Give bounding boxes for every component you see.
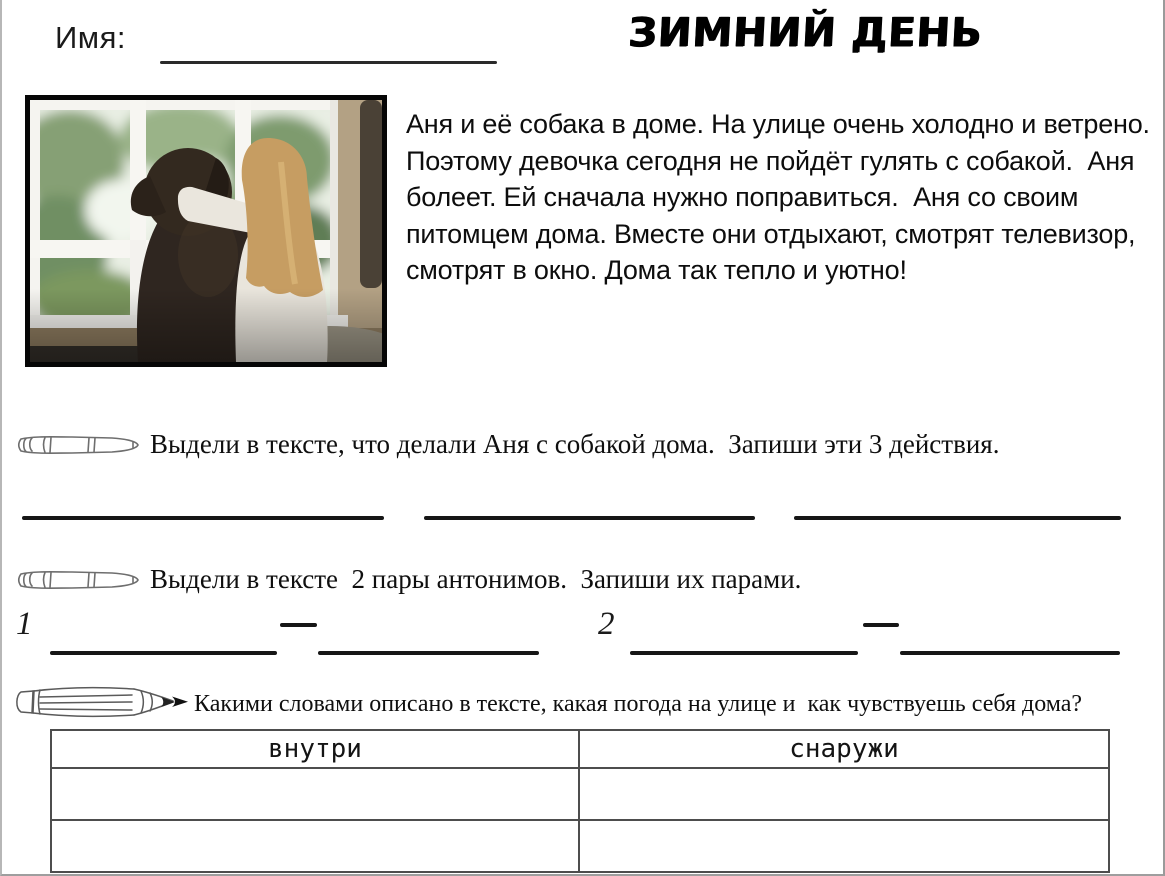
pair1-word-blank-2[interactable] xyxy=(318,651,539,655)
table-cell-outside-2[interactable] xyxy=(579,820,1109,872)
task1-prompt: Выдели в тексте, что делали Аня с собакой дома. Запиши эти 3 действия. xyxy=(150,429,1000,459)
pair1-number: 1 xyxy=(16,606,33,642)
table-row xyxy=(51,820,1109,872)
table-row xyxy=(51,768,1109,820)
task2-prompt: Выдели в тексте 2 пары антонимов. Запиши их парами. xyxy=(150,564,802,594)
pair2-number: 2 xyxy=(598,606,615,642)
pair2-word-blank-2[interactable] xyxy=(900,651,1120,655)
table-cell-inside-2[interactable] xyxy=(51,820,579,872)
table-header-row xyxy=(51,730,1109,768)
task1-answer-blank-1[interactable] xyxy=(22,516,384,520)
answers-table xyxy=(50,729,1110,873)
pair1-word-blank-1[interactable] xyxy=(50,651,277,655)
table-cell-inside-1[interactable] xyxy=(51,768,579,820)
table-cell-outside-1[interactable] xyxy=(579,768,1109,820)
name-write-line[interactable] xyxy=(160,61,497,64)
pencil-icon xyxy=(12,680,190,724)
task1-answer-blank-3[interactable] xyxy=(794,516,1121,520)
name-label: Имя: xyxy=(55,20,126,55)
task3-prompt: Какими словами описано в тексте, какая погода на улице и как чувствуешь себя дома? xyxy=(194,691,1083,717)
girl-and-dog-window-illustration xyxy=(30,100,382,362)
pair2-dash xyxy=(863,623,899,627)
marker-icon xyxy=(14,431,142,458)
task1-answer-blank-2[interactable] xyxy=(424,516,755,520)
story-photo xyxy=(25,95,387,367)
table-header-inside: внутри xyxy=(51,730,579,768)
pair2-word-blank-1[interactable] xyxy=(630,651,858,655)
worksheet-title: ЗИМНИЙ ДЕНЬ xyxy=(626,10,984,56)
table-header-outside: снаружи xyxy=(579,730,1109,768)
story-text: Аня и её собака в доме. На улице очень холодно и ветрено. Поэтому девочка сегодня не пойдёт гулять с собакой. Аня болеет. Ей сначала нужно поправиться. Аня со своим питомцем дома. Вместе они отдыхают, смотрят телевизор, смотрят в окно. Дома так тепло и уютно! xyxy=(406,109,1158,285)
marker-icon xyxy=(14,566,142,593)
pair1-dash xyxy=(280,623,317,627)
